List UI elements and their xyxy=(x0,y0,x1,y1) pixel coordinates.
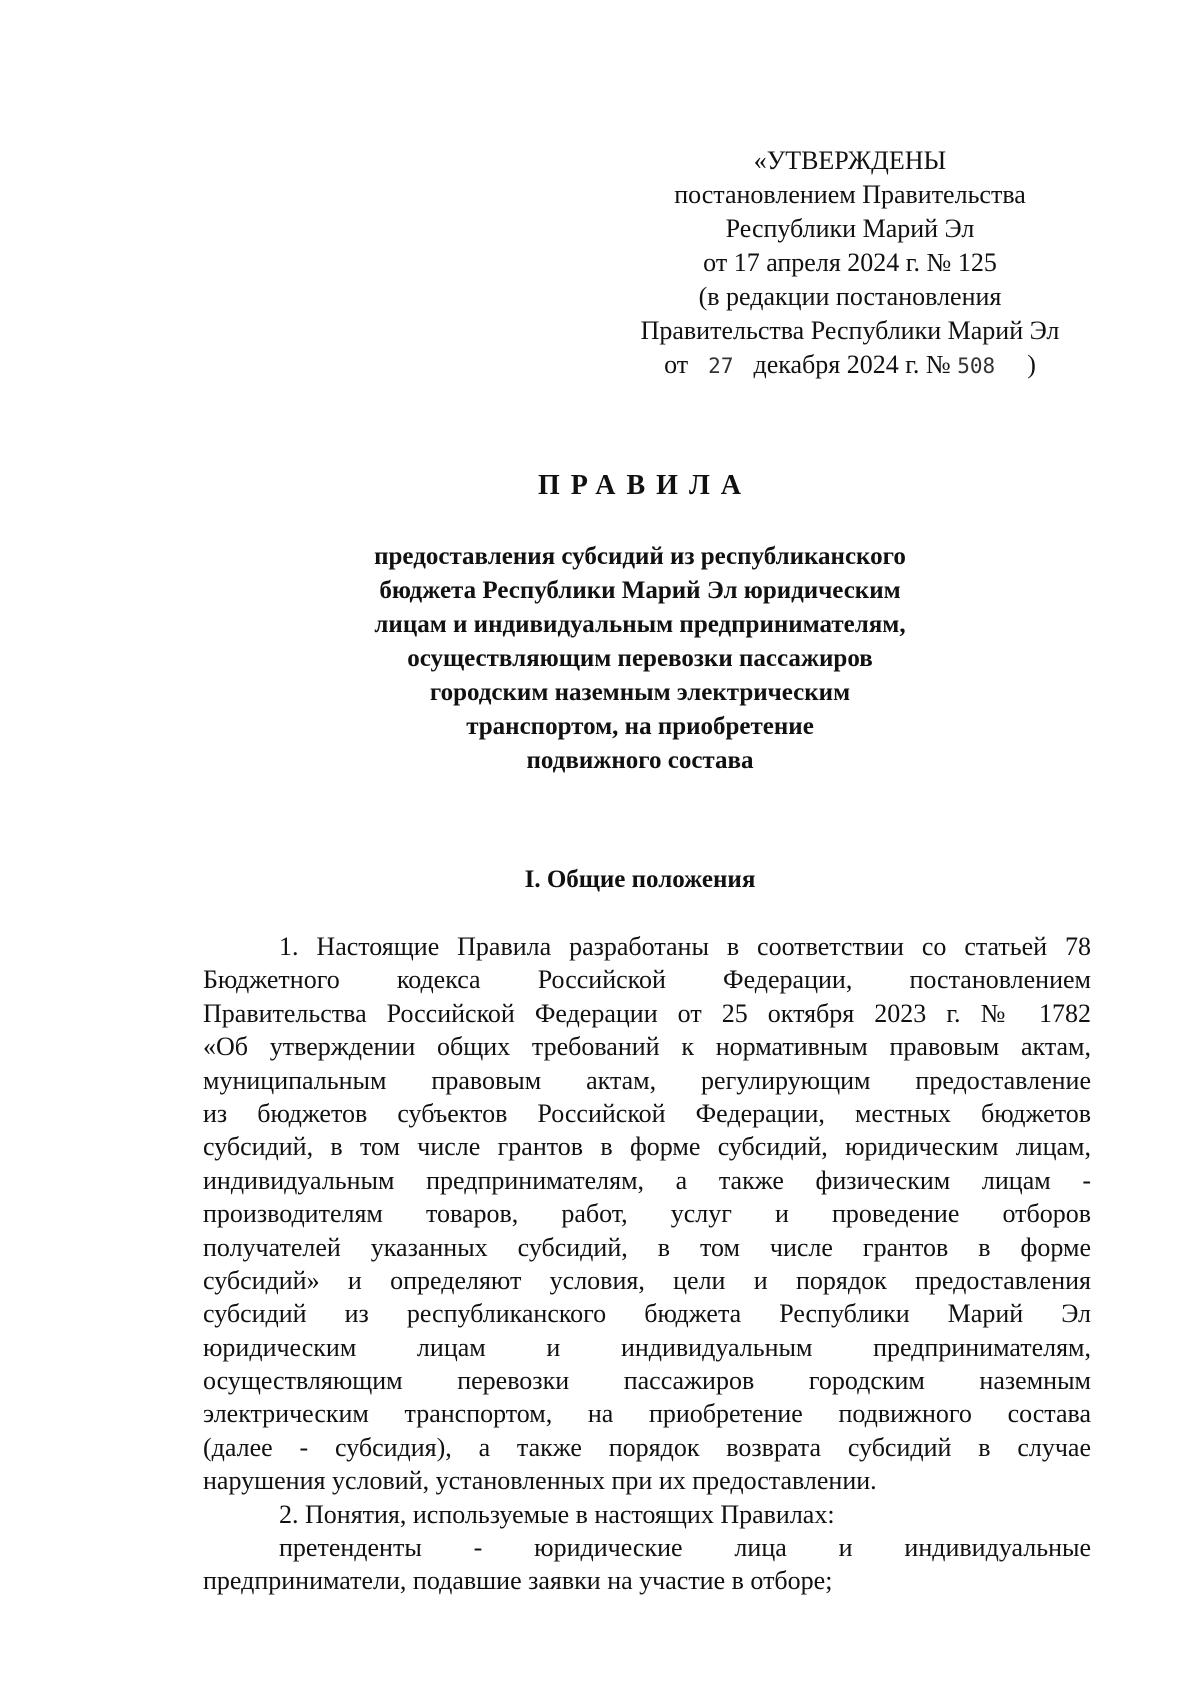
approval-line: Республики Марий Эл xyxy=(725,214,975,243)
body-line: 2. Понятия, используемые в настоящих Правилах: xyxy=(279,1499,835,1529)
body-line: осуществляющим перевозки пассажиров городским наземным xyxy=(203,1366,1091,1396)
body-line: претенденты - юридические лица и индивидуальные xyxy=(279,1533,1091,1563)
document-title: ПРАВИЛА xyxy=(537,470,753,501)
document-subtitle xyxy=(300,540,980,778)
body-line: субсидий из республиканского бюджета Республики Марий Эл xyxy=(203,1299,1091,1329)
body-line: «Об утверждении общих требований к нормативным правовым актам, xyxy=(203,1032,1091,1062)
body-line: индивидуальным предпринимателям, а также физическим лицам - xyxy=(203,1165,1091,1195)
subtitle-line: транспортом, на приобретение xyxy=(466,713,814,740)
body-line: Правительства Российской Федерации от 25 октября 2023 г. № 1782 xyxy=(203,998,1091,1028)
body-line: из бюджетов субъектов Российской Федерации, местных бюджетов xyxy=(203,1098,1091,1128)
section-heading: I. Общие положения xyxy=(524,866,756,893)
body-line: юридическим лицам и индивидуальным предпринимателям, xyxy=(203,1332,1091,1362)
approval-line: (в редакции постановления xyxy=(698,282,1002,311)
approval-line: Правительства Республики Марий Эл xyxy=(640,316,1060,345)
body-line: получателей указанных субсидий, в том числе грантов в форме xyxy=(203,1232,1091,1262)
body-text xyxy=(203,930,1091,1598)
approval-date-suffix: ) xyxy=(1027,350,1036,379)
subtitle-line: предоставления субсидий из республиканского xyxy=(374,543,906,570)
subtitle-line: городским наземным электрическим xyxy=(429,679,851,706)
approval-date-prefix: от xyxy=(664,350,689,379)
approval-day-stamp: 27 xyxy=(708,354,734,378)
body-line: Бюджетного кодекса Российской Федерации, постановлением xyxy=(203,965,1091,995)
body-line: субсидий, в том числе грантов в форме субсидий, юридическим лицам, xyxy=(203,1132,1091,1162)
approval-date-line xyxy=(600,348,1100,383)
body-line: производителям товаров, работ, услуг и проведение отборов xyxy=(203,1199,1091,1229)
body-line: муниципальным правовым актам, регулирующим предоставление xyxy=(203,1065,1091,1095)
subtitle-line: лицам и индивидуальным предпринимателям, xyxy=(374,611,906,638)
body-line: субсидий» и определяют условия, цели и порядок предоставления xyxy=(203,1265,1091,1295)
approval-line: от 17 апреля 2024 г. № 125 xyxy=(703,248,997,277)
approval-line: «УТВЕРЖДЕНЫ xyxy=(753,146,947,175)
body-line: электрическим транспортом, на приобретение подвижного состава xyxy=(203,1399,1091,1429)
body-line: нарушения условий, установленных при их предоставлении. xyxy=(203,1466,877,1496)
body-line: 1. Настоящие Правила разработаны в соответствии со статьей 78 xyxy=(279,932,1091,961)
subtitle-line: осуществляющим перевозки пассажиров xyxy=(407,645,873,672)
subtitle-line: подвижного состава xyxy=(526,747,754,774)
approval-block xyxy=(600,144,1100,383)
approval-date-mid: декабря 2024 г. № xyxy=(753,350,951,379)
subtitle-line: бюджета Республики Марий Эл юридическим xyxy=(379,577,901,604)
body-line: предприниматели, подавшие заявки на участие в отборе; xyxy=(203,1566,833,1596)
approval-number-stamp: 508 xyxy=(957,354,996,378)
approval-line: постановлением Правительства xyxy=(674,180,1026,209)
body-line: (далее - субсидия), а также порядок возврата субсидий в случае xyxy=(203,1432,1091,1462)
